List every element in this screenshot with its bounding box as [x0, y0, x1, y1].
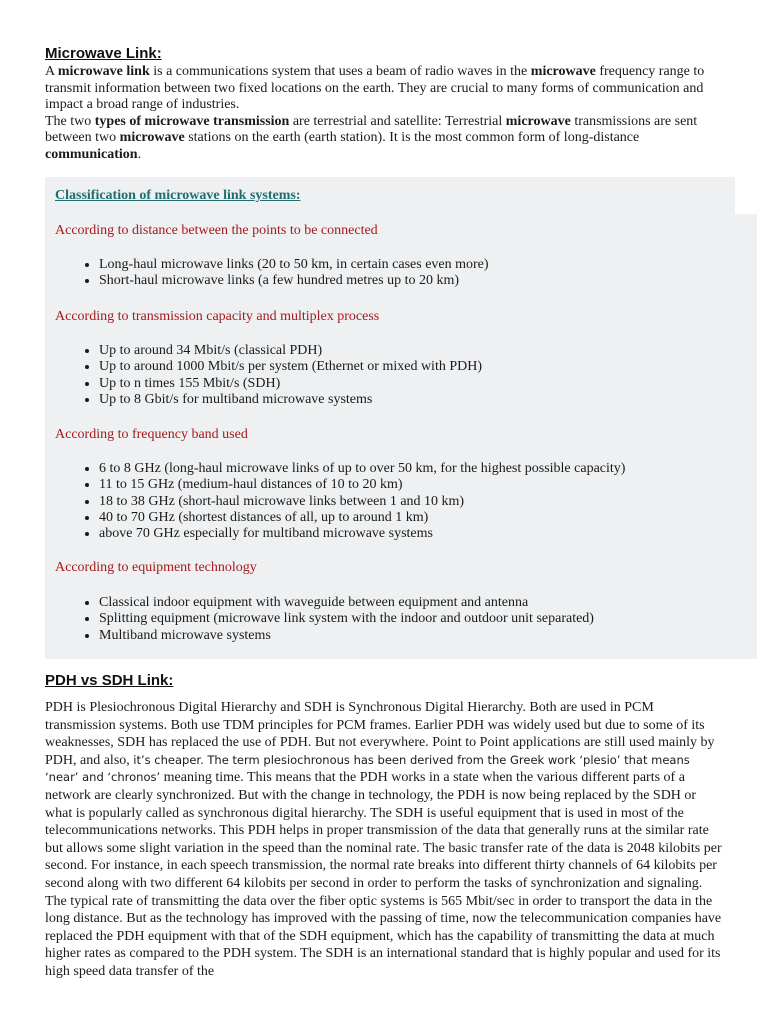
classification-box — [45, 177, 757, 659]
section-title-pdh-vs-sdh: PDH vs SDH Link: — [45, 672, 174, 689]
text-run: . — [137, 146, 142, 162]
text-run: transmissions are sent between two — [45, 113, 698, 145]
text-run: frequency range to transmit information between two fixed locations on the earth. They are crucial to many forms of communication and impact a broad range of industries. — [45, 64, 705, 112]
paragraph-text-a: PDH is Plesiochronous Digital Hierarchy and SDH is Synchronous Digital Hierarchy. Both are used in PCM transmission systems. Both use TDM principles for PCM frames. Earlier PDH was widely used but due to some of its weaknesses, SDH has replaced the use of PDH. But not everywhere. Point to Point applications are still used mainly by PDH, and also, — [45, 700, 715, 768]
list-item: • 11 to 15 GHz (medium-haul distances of 10 to 20 km) — [99, 477, 625, 493]
text-run: The two — [45, 113, 95, 129]
bold-term: microwave — [505, 113, 571, 129]
list-item: • Long-haul microwave links (20 to 50 km, in certain cases even more) — [99, 257, 489, 273]
classification-title[interactable]: Classification of microwave link systems: — [55, 188, 301, 203]
group-list — [73, 461, 625, 542]
list-item: • Classical indoor equipment with waveguide between equipment and antenna — [99, 595, 594, 611]
bold-term: communication — [45, 146, 138, 162]
group-heading: According to frequency band used — [55, 427, 248, 442]
text-run: A — [45, 64, 58, 79]
list-item: • Short-haul microwave links (a few hundred metres up to 20 km) — [99, 273, 489, 289]
text-run: is a communications system that uses a beam of radio waves in the — [149, 64, 531, 79]
list-item: • 6 to 8 GHz (long-haul microwave links of up to over 50 km, for the highest possible capacity) — [99, 461, 625, 477]
box-notch — [735, 177, 757, 214]
list-item: • 40 to 70 GHz (shortest distances of all, up to around 1 km) — [99, 510, 625, 526]
group-list — [73, 343, 482, 408]
paragraph-text-mono: it’s cheaper. The term plesiochronous has been derived from the Greek work ‘plesio’ that means ‘near’ and ‘chronos’ — [45, 752, 690, 785]
group-heading: According to transmission capacity and multiplex process — [55, 309, 380, 324]
intro-text — [45, 64, 705, 163]
intro-paragraph-2 — [45, 114, 705, 164]
bold-term: microwave — [530, 64, 596, 79]
group-heading: According to distance between the points to be connected — [55, 223, 378, 238]
text-run: are terrestrial and satellite: Terrestrial — [289, 113, 506, 129]
bold-term: microwave link — [57, 64, 150, 79]
list-item: • Up to around 1000 Mbit/s per system (Ethernet or mixed with PDH) — [99, 359, 482, 375]
paragraph-text-b: meaning time. This means that the PDH works in a state when the various different parts of a network are clearly synchronized. But with the change in technology, the PDH is now being replaced by the SDH or what is popularly called as synchronous digital hierarchy. The SDH is useful equipment that is used in most of the telecommunications networks. This PDH helps in proper transmission of the data that generally runs at the similar rate but allows some slight variation in the speed than the nominal rate. The basic transfer rate of the data is 2048 kilobits per second. For instance, in each speech transmission, the normal rate breaks into different thirty channels of 64 kilobits per second along with two different 64 kilobits per second in order to perform the tasks of synchronization and signaling. The typical rate of transmitting the data over the fiber optic systems is 565 Mbit/sec in order to transport the data in the long distance. But as the technology has improved with the passing of time, now the telecommunication companies have replaced the PDH equipment with that of the SDH equipment, which has the capability of transmitting the data at much higher rates as compared to the PDH system. The SDH is an international standard that is highly popular and used for its high speed data transfer of the — [45, 770, 722, 979]
section-title-microwave-link: Microwave Link: — [45, 45, 162, 62]
group-heading: According to equipment technology — [55, 560, 257, 575]
bold-term: types of microwave transmission — [94, 113, 290, 129]
list-item: • Up to n times 155 Mbit/s (SDH) — [99, 376, 482, 392]
list-item: • 18 to 38 GHz (short-haul microwave links between 1 and 10 km) — [99, 494, 625, 510]
intro-paragraph-1 — [45, 64, 705, 114]
group-list — [73, 257, 489, 290]
list-item: • Up to 8 Gbit/s for multiband microwave systems — [99, 392, 482, 408]
group-list — [73, 595, 594, 644]
list-item: • Up to around 34 Mbit/s (classical PDH) — [99, 343, 482, 359]
bold-term: microwave — [119, 130, 185, 145]
list-item: • Multiband microwave systems — [99, 628, 594, 644]
text-run: stations on the earth (earth station). It is the most common form of long-distance — [184, 130, 640, 145]
list-item: • above 70 GHz especially for multiband microwave systems — [99, 526, 625, 542]
list-item: • Splitting equipment (microwave link system with the indoor and outdoor unit separated) — [99, 611, 594, 627]
pdh-sdh-paragraph — [45, 699, 725, 981]
